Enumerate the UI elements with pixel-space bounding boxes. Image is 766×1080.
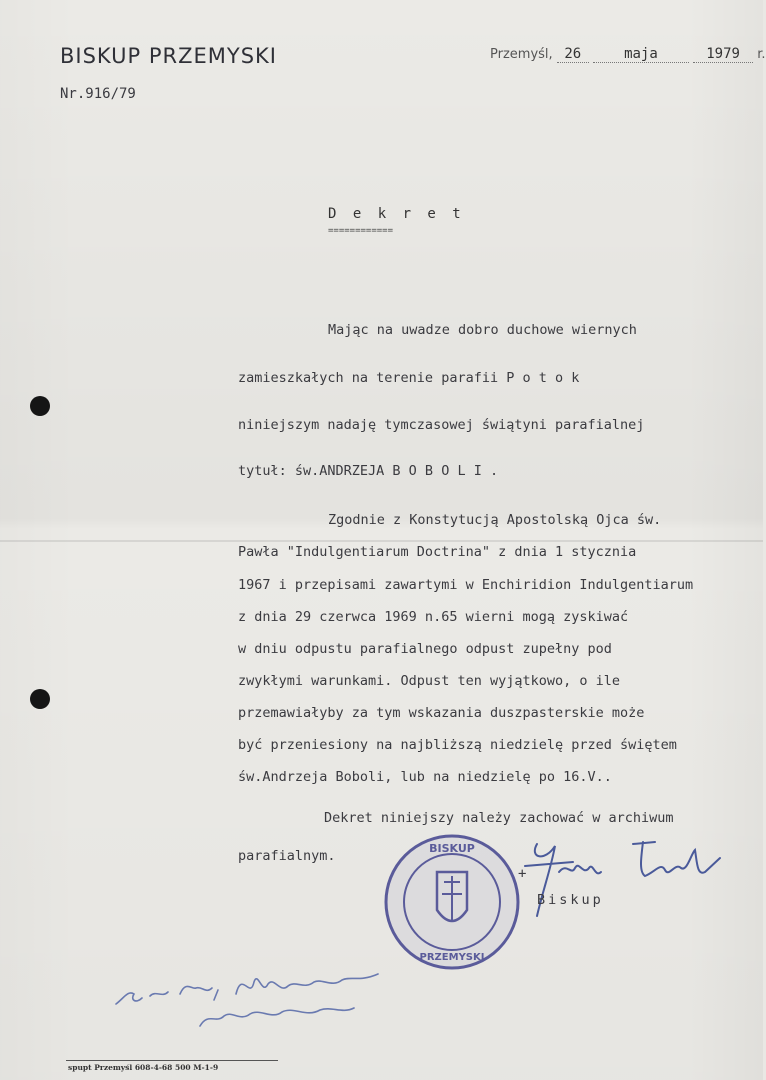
print-info: spupt Przemyśl 608-4-68 500 M-1-9 (68, 1063, 219, 1072)
date-day: 26 (557, 46, 589, 63)
date-suffix: r. (757, 47, 766, 62)
date-year: 1979 (693, 46, 753, 63)
bishop-signature (515, 832, 730, 922)
cross-mark: + (518, 866, 527, 882)
official-seal-stamp (382, 832, 522, 972)
reference-number: Nr.916/79 (60, 86, 136, 102)
body-line: 1967 i przepisami zawartymi w Enchiridion Indulgentiarum (238, 577, 694, 593)
body-line: tytuł: św.ANDRZEJA B O B O L I . (238, 463, 499, 479)
date-line (490, 46, 766, 63)
body-line: niniejszym nadaję tymczasowej świątyni parafialnej (238, 417, 645, 433)
body-line: św.Andrzeja Boboli, lub na niedzielę po 16.V.. (238, 769, 612, 785)
svg-text:PRZEMYSKI: PRZEMYSKI (419, 952, 485, 963)
punch-hole (30, 689, 50, 709)
body-line: parafialnym. (238, 848, 336, 864)
date-place: Przemyśl, (490, 47, 553, 62)
body-line: przemawiałyby za tym wskazania duszpasterskie może (238, 705, 645, 721)
body-line: Pawła "Indulgentiarum Doctrina" z dnia 1 stycznia (238, 544, 637, 560)
body-line: zwykłymi warunkami. Odpust ten wyjątkowo, o ile (238, 673, 621, 689)
body-line: Mając na uwadze dobro duchowe wiernych (328, 322, 637, 338)
paper-fold (0, 540, 763, 542)
document-heading: D e k r e t (328, 206, 465, 222)
handwritten-note (110, 960, 400, 1040)
footer-rule (66, 1060, 278, 1061)
letterhead-title: BISKUP PRZEMYSKI (60, 44, 277, 68)
body-line: zamieszkałych na terenie parafii P o t o k (238, 370, 580, 386)
signature-role: Biskup (537, 892, 604, 908)
body-line: Dekret niniejszy należy zachować w archiwum (324, 810, 674, 826)
heading-underline: ============ (328, 226, 394, 236)
svg-text:BISKUP: BISKUP (429, 842, 475, 855)
body-line: być przeniesiony na najbliższą niedzielę przed świętem (238, 737, 677, 753)
date-month: maja (593, 46, 689, 63)
body-line: w dniu odpustu parafialnego odpust zupełny pod (238, 641, 612, 657)
punch-hole (30, 396, 50, 416)
body-line: Zgodnie z Konstytucją Apostolską Ojca św. (328, 512, 662, 528)
body-line: z dnia 29 czerwca 1969 n.65 wierni mogą zyskiwać (238, 609, 629, 625)
